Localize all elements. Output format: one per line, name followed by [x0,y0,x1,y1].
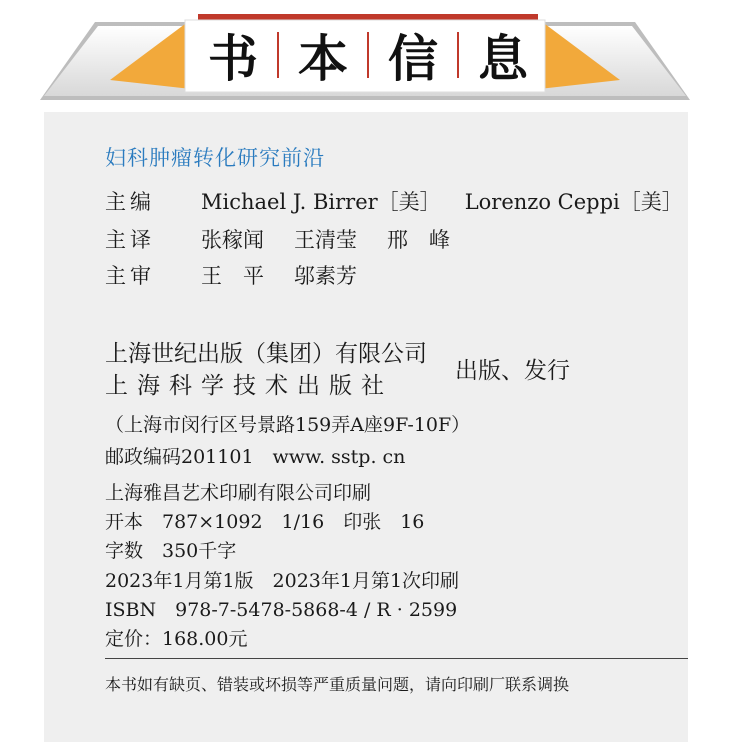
printer: 上海雅昌艺术印刷有限公司印刷 [105,482,372,504]
translator-name: 王清莹 [294,228,357,252]
banner-char: 息 [478,30,528,88]
reviewer-role: 主审 [105,264,155,288]
publisher-action: 出版、发行 [455,358,570,384]
footer-note: 本书如有缺页、错装或坏损等严重质量问题，请向印刷厂联系调换 [105,675,570,694]
header-banner [0,0,730,110]
book-title: 妇科肿瘤转化研究前沿 [105,146,325,170]
banner-separator [277,32,279,78]
translator-name: 张稼闻 [201,228,264,252]
translator-role: 主译 [105,228,155,252]
editor-role: 主编 [105,190,155,214]
book-format: 开本 787×1092 1/16 印张 16 [105,511,425,533]
publisher-name: 上海世纪出版（集团）有限公司 [105,341,427,367]
banner-separator [457,32,459,78]
translator-name: 邢 峰 [387,228,450,252]
reviewer-row [105,260,357,290]
reviewer-name: 邬素芳 [294,264,357,288]
editor-name: Michael J. Birrer［美］ [201,190,441,214]
banner-title [198,20,538,90]
price: 定价：168.00元 [105,628,248,650]
banner-char: 本 [298,30,348,88]
banner-separator [367,32,369,78]
publisher-block [105,338,427,402]
banner-char: 书 [208,30,258,88]
postcode-website: 邮政编码201101 www. sstp. cn [105,446,406,468]
editor-row [105,186,683,216]
reviewer-name: 王 平 [201,264,264,288]
editor-name: Lorenzo Ceppi［美］ [464,190,683,214]
isbn: ISBN 978-7-5478-5868-4 / R · 2599 [105,599,458,621]
word-count: 字数 350千字 [105,540,237,562]
publisher-name: 上海科学技术出版社 [105,373,393,399]
publisher-address: （上海市闵行区号景路159弄A座9F-10F） [105,414,471,436]
edition-info: 2023年1月第1版 2023年1月第1次印刷 [105,570,460,592]
banner-char: 信 [388,30,438,88]
divider [105,658,688,659]
translator-row [105,224,450,254]
